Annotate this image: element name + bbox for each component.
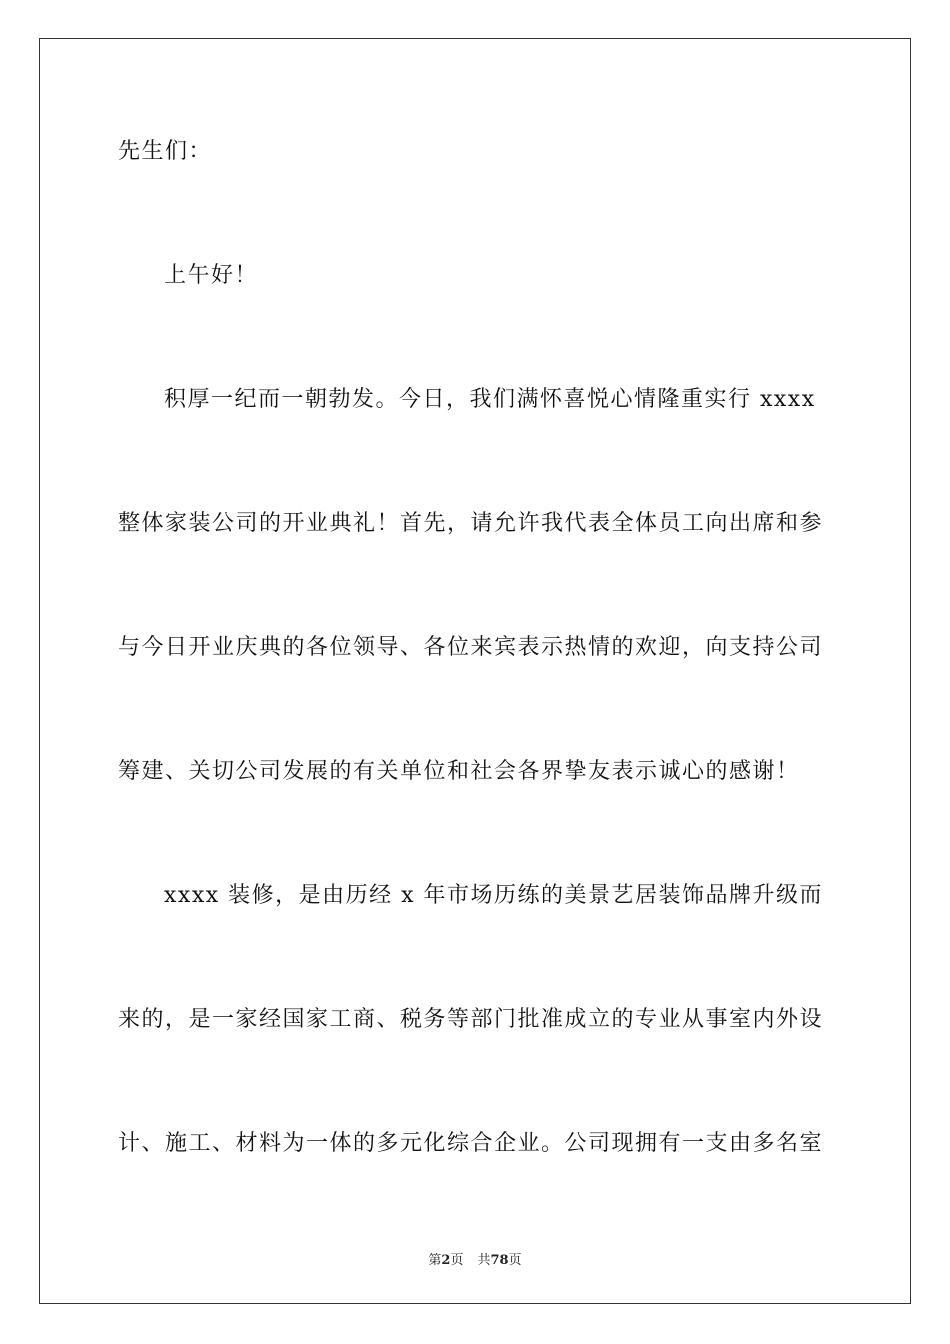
- greeting-line: 上午好！: [164, 263, 259, 288]
- paragraph-2-line-1: xxxx 装修，是由历经 x 年市场历练的美景艺居装饰品牌升级而: [164, 883, 824, 908]
- paragraph-1-line-4: 筹建、关切公司发展的有关单位和社会各界挚友表示诚心的感谢！: [118, 759, 800, 784]
- total-pages: 78: [490, 1253, 509, 1268]
- paragraph-1-line-2: 整体家装公司的开业典礼！首先，请允许我代表全体员工向出席和参: [118, 511, 824, 536]
- page-prefix: 第: [428, 1253, 442, 1268]
- page-suffix: 页: [450, 1253, 464, 1268]
- salutation-line: 先生们：: [118, 139, 213, 164]
- paragraph-2-line-3: 计、施工、材料为一体的多元化综合企业。公司现拥有一支由多名室: [118, 1131, 824, 1156]
- paragraph-2-line-2: 来的，是一家经国家工商、税务等部门批准成立的专业从事室内外设: [118, 1007, 824, 1032]
- paragraph-1-line-1: 积厚一纪而一朝勃发。今日，我们满怀喜悦心情隆重实行 xxxx: [164, 387, 816, 412]
- page-border: [39, 38, 911, 1304]
- total-suffix: 页: [508, 1253, 522, 1268]
- total-prefix: 共: [477, 1253, 491, 1268]
- paragraph-1-line-3: 与今日开业庆典的各位领导、各位来宾表示热情的欢迎，向支持公司: [118, 635, 824, 660]
- page-number: 2: [441, 1253, 451, 1268]
- page-footer: [0, 1249, 950, 1268]
